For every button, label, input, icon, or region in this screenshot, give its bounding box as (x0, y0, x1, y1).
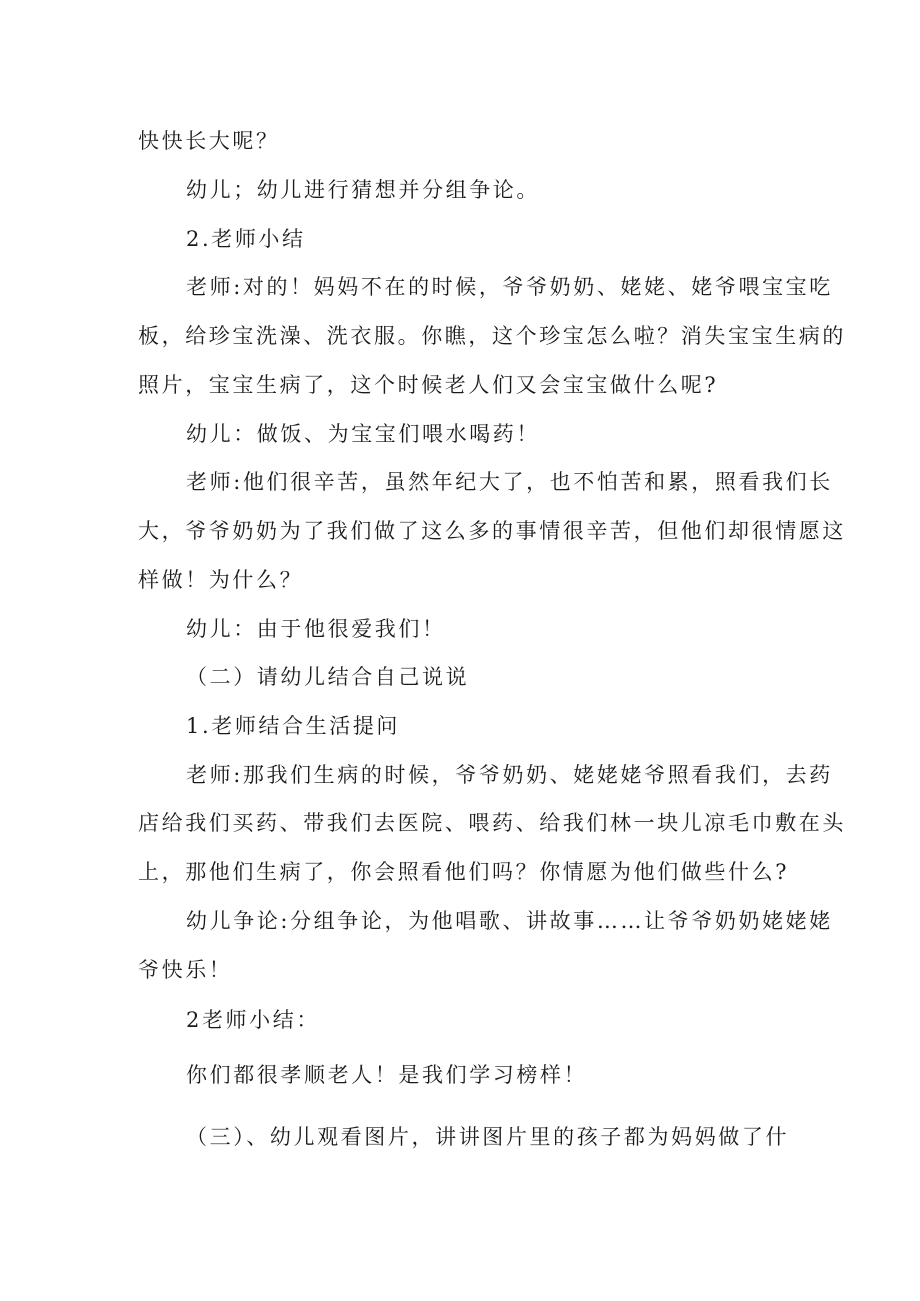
text-line-3: 2.老师小结 (186, 227, 306, 251)
text-line-6: 照片，宝宝生病了，这个时候老人们又会宝宝做什么呢? (138, 373, 719, 397)
text-line-17: 幼儿争论:分组争论，为他唱歌、讲故事……让爷爷奶奶姥姥姥 (186, 909, 833, 933)
text-line-15: 店给我们买药、带我们去医院、喂药、给我们林一块儿凉毛巾敷在头 (138, 811, 846, 835)
text-line-7: 幼儿：做饭、为宝宝们喂水喝药！ (186, 422, 540, 446)
text-line-8: 老师:他们很辛苦，虽然年纪大了，也不怕苦和累，照看我们长 (186, 470, 833, 494)
text-line-2: 幼儿；幼儿进行猜想并分组争论。 (186, 178, 540, 202)
text-line-10: 样做！为什么？ (138, 568, 304, 592)
text-line-18: 爷快乐！ (138, 958, 233, 982)
text-line-4: 老师:对的！妈妈不在的时候，爷爷奶奶、姥姥、姥爷喂宝宝吃 (186, 275, 833, 299)
text-line-16: 上，那他们生病了，你会照看他们吗？你情愿为他们做些什么? (138, 860, 790, 884)
text-line-5: 板，给珍宝洗澡、洗衣服。你瞧，这个珍宝怎么啦？消失宝宝生病的 (138, 324, 846, 348)
text-line-12: （二）请幼儿结合自己说说 (186, 665, 470, 689)
text-line-11: 幼儿：由于他很爱我们！ (186, 617, 446, 641)
text-line-20: 你们都很孝顺老人！是我们学习榜样！ (186, 1063, 588, 1087)
text-line-14: 老师:那我们生病的时候，爷爷奶奶、姥姥姥爷照看我们，去药 (186, 763, 833, 787)
text-line-21: （三）、幼儿观看图片，讲讲图片里的孩子都为妈妈做了什 (186, 1125, 790, 1149)
text-line-1: 快快长大呢？ (138, 129, 280, 153)
text-line-9: 大，爷爷奶奶为了我们做了这么多的事情很辛苦，但他们却很情愿这 (138, 519, 846, 543)
text-line-13: 1.老师结合生活提问 (186, 714, 401, 738)
text-line-19: 2老师小结： (186, 1008, 320, 1032)
